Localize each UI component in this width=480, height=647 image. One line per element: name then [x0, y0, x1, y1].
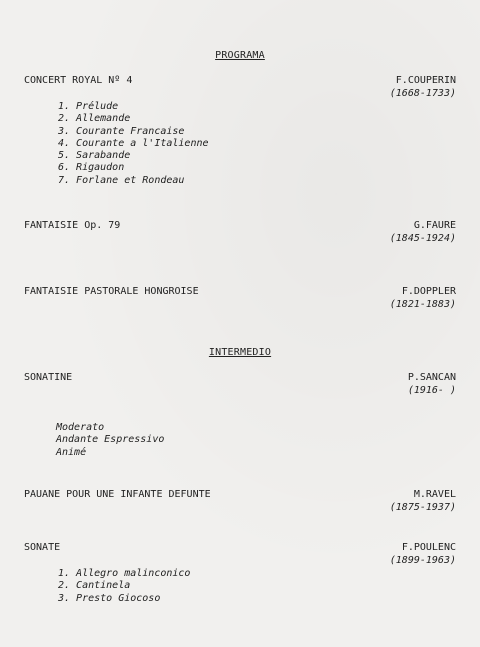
piece-title: FANTAISIE PASTORALE HONGROISE [24, 286, 199, 297]
composer-dates: (1821-1883) [389, 299, 456, 310]
program-title: PROGRAMA [215, 50, 265, 61]
movement-item: 1. Allegro malinconico [58, 568, 191, 579]
composer-name: F.DOPPLER [401, 286, 456, 297]
movement-item: Animé [56, 446, 87, 458]
piece-pauane [24, 489, 456, 517]
composer-name: M.RAVEL [413, 489, 456, 500]
composer-dates: (1668-1733) [389, 88, 456, 99]
movement-item: 4. Courante a l'Italienne [58, 137, 209, 149]
composer-name: F.POULENC [401, 542, 456, 553]
piece-concert-royal [24, 75, 456, 195]
piece-sonate [24, 542, 456, 612]
piece-title: FANTAISIE Op. 79 [24, 220, 121, 231]
piece-title: SONATE [24, 542, 61, 553]
piece-title: PAUANE POUR UNE INFANTE DEFUNTE [24, 489, 211, 500]
piece-title: CONCERT ROYAL Nº 4 [24, 75, 133, 86]
piece-fantaisie-pastorale [24, 286, 456, 314]
movement-item: 2. Cantinela [58, 580, 131, 592]
composer-dates: (1845-1924) [389, 233, 456, 244]
movement-item: 6. Rigaudon [58, 162, 125, 174]
composer-name: P.SANCAN [407, 372, 456, 383]
composer-dates: (1899-1963) [389, 555, 456, 566]
movement-list [58, 568, 190, 605]
piece-title: SONATINE [24, 372, 73, 383]
movement-item: Moderato [56, 422, 105, 433]
movement-item: 3. Presto Giocoso [58, 592, 161, 604]
movement-list [56, 422, 164, 459]
movement-item: 3. Courante Francaise [58, 125, 185, 137]
piece-fantaisie [24, 220, 456, 248]
composer-name: G.FAURE [413, 220, 456, 231]
movement-item: 5. Sarabande [58, 150, 131, 162]
intermission-title: INTERMEDIO [208, 347, 272, 358]
movement-list [58, 101, 209, 187]
movement-item: 2. Allemande [58, 113, 131, 125]
piece-sonatine [24, 372, 456, 462]
composer-dates: (1875-1937) [389, 502, 456, 513]
composer-dates: (1916- ) [407, 385, 456, 396]
movement-item: 1. Prélude [58, 101, 119, 112]
movement-item: Andante Espressivo [56, 434, 165, 446]
composer-name: F.COUPERIN [395, 75, 456, 86]
movement-item: 7. Forlane et Rondeau [58, 174, 185, 186]
